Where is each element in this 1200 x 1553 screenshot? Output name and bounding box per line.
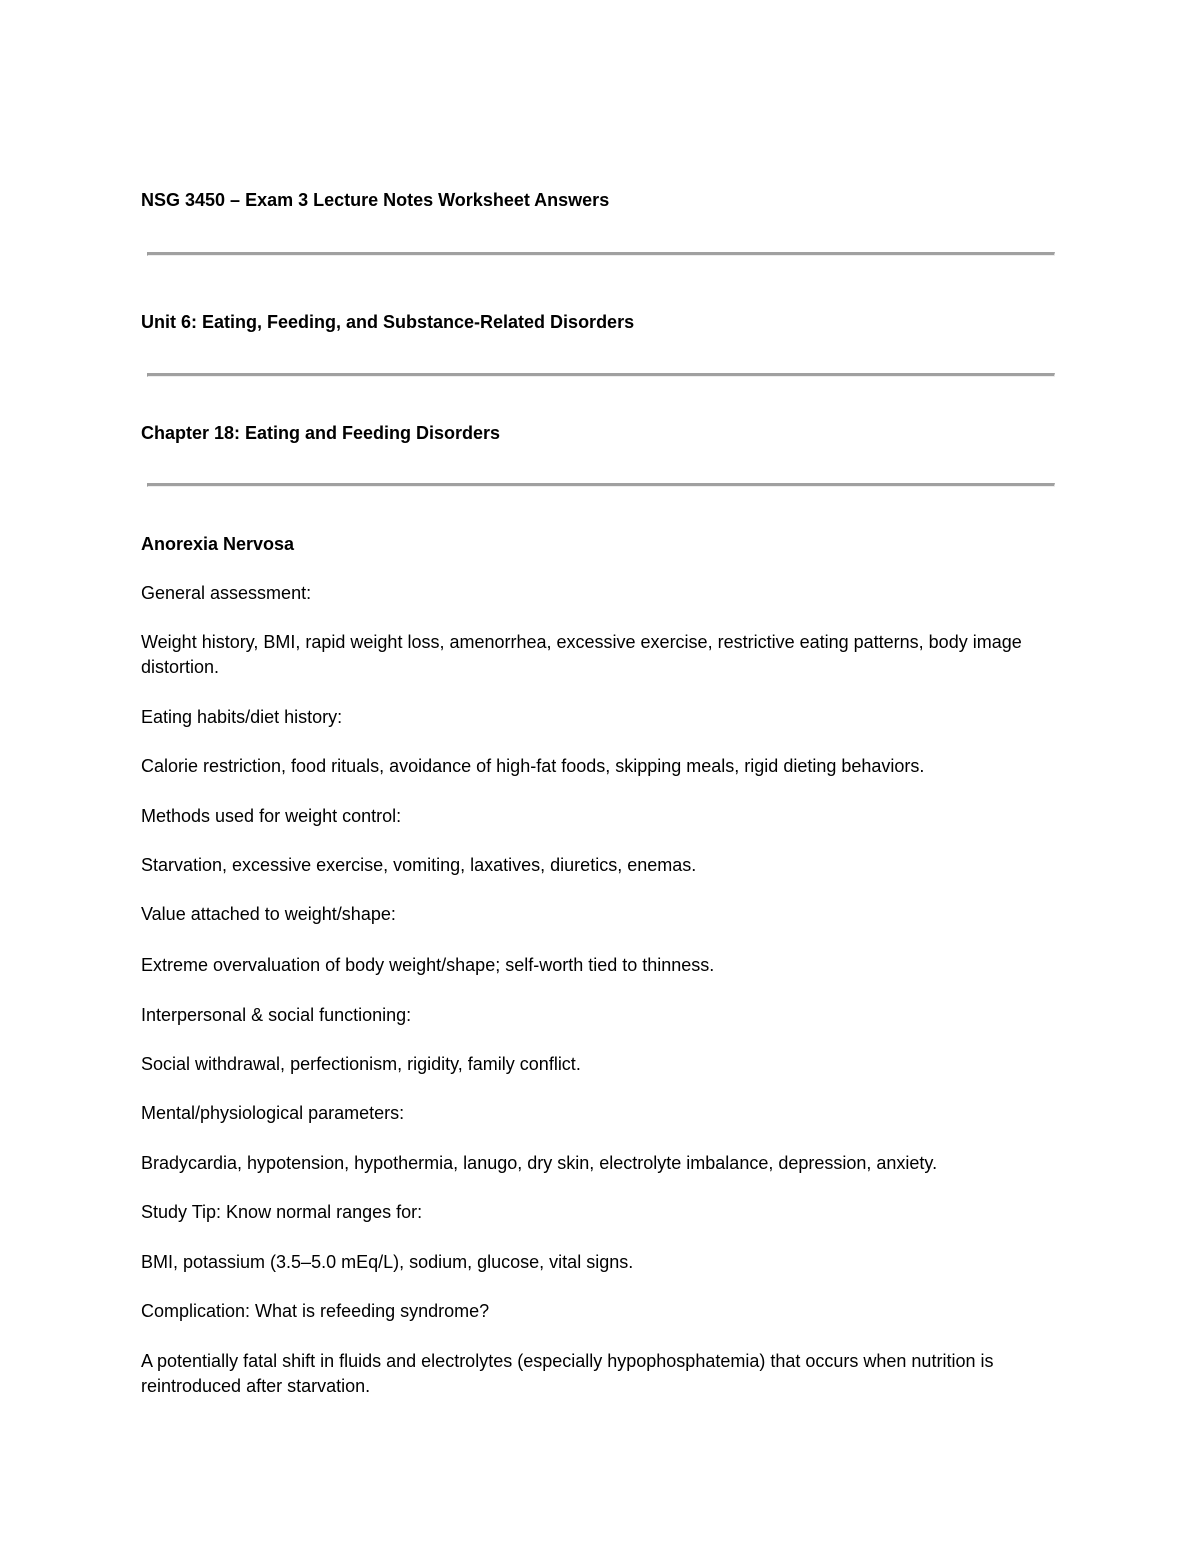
- paragraph: Mental/physiological parameters:: [141, 1103, 405, 1123]
- section-heading: Anorexia Nervosa: [141, 534, 295, 554]
- paragraph: General assessment:: [141, 583, 312, 603]
- paragraph: Social withdrawal, perfectionism, rigidity, family conflict.: [141, 1054, 581, 1074]
- chapter-heading: Chapter 18: Eating and Feeding Disorders: [141, 423, 501, 443]
- paragraph: Complication: What is refeeding syndrome?: [141, 1301, 490, 1321]
- paragraph: Weight history, BMI, rapid weight loss, amenorrhea, excessive exercise, restrictive eating patterns, body image distortion.: [141, 632, 1022, 677]
- paragraph: Methods used for weight control:: [141, 806, 402, 826]
- divider-title: [147, 252, 1055, 256]
- paragraph: BMI, potassium (3.5–5.0 mEq/L), sodium, glucose, vital signs.: [141, 1252, 634, 1272]
- paragraph: Extreme overvaluation of body weight/shape; self-worth tied to thinness.: [141, 955, 715, 975]
- paragraph: Eating habits/diet history:: [141, 707, 343, 727]
- divider-unit: [147, 373, 1055, 377]
- unit-heading: Unit 6: Eating, Feeding, and Substance-Related Disorders: [141, 312, 635, 332]
- paragraph: Bradycardia, hypotension, hypothermia, lanugo, dry skin, electrolyte imbalance, depression, anxiety.: [141, 1153, 938, 1173]
- document-title: NSG 3450 – Exam 3 Lecture Notes Worksheet Answers: [141, 190, 610, 210]
- divider-chapter: [147, 483, 1055, 487]
- paragraph: A potentially fatal shift in fluids and electrolytes (especially hypophosphatemia) that occurs when nutrition is reintroduced after starvation.: [141, 1351, 994, 1396]
- paragraph: Value attached to weight/shape:: [141, 904, 396, 924]
- paragraph: Interpersonal & social functioning:: [141, 1005, 412, 1025]
- paragraph: Study Tip: Know normal ranges for:: [141, 1202, 423, 1222]
- paragraph: Starvation, excessive exercise, vomiting, laxatives, diuretics, enemas.: [141, 855, 697, 875]
- paragraph: Calorie restriction, food rituals, avoidance of high-fat foods, skipping meals, rigid dieting behaviors.: [141, 756, 925, 776]
